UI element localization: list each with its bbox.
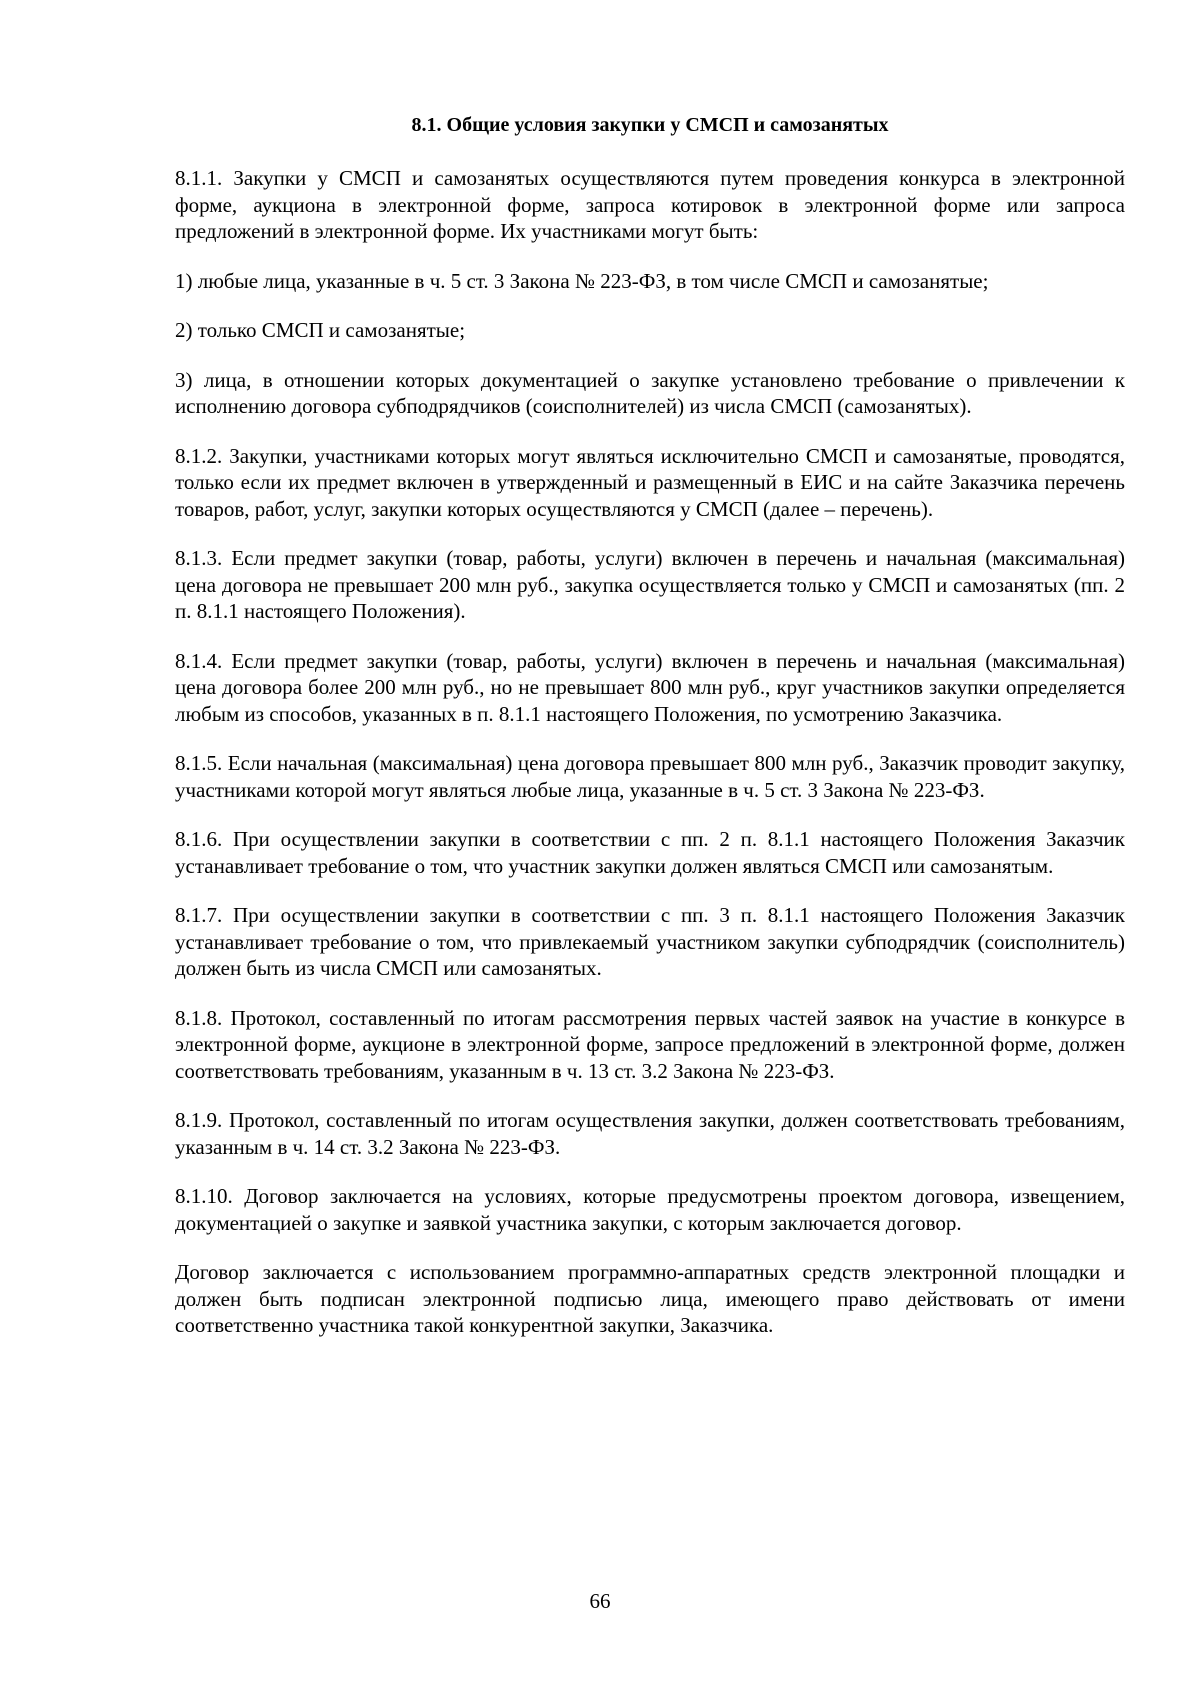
section-heading: 8.1. Общие условия закупки у СМСП и самозанятых xyxy=(411,114,889,136)
paragraph-8-1-3: 8.1.3. Если предмет закупки (товар, работы, услуги) включен в перечень и начальная (максимальная) цена договора не превышает 200 млн руб., закупка осуществляется только у СМСП и самозанятых (пп. 2 п. 8.1.1 настоящего Положения). xyxy=(175,546,1125,623)
paragraph-8-1-4: 8.1.4. Если предмет закупки (товар, работы, услуги) включен в перечень и начальная (максимальная) цена договора более 200 млн руб., но не превышает 800 млн руб., круг участников закупки определяется любым из способов, указанных в п. 8.1.1 настоящего Положения, по усмотрению Заказчика. xyxy=(175,648,1125,726)
paragraph-8-1-1: 8.1.1. Закупки у СМСП и самозанятых осуществляются путем проведения конкурса в электронной форме, аукциона в электронной форме, запроса котировок в электронной форме или запроса предложений в электронной форме. Их участниками могут быть: xyxy=(175,166,1125,243)
paragraph-8-1-7: 8.1.7. При осуществлении закупки в соответствии с пп. 3 п. 8.1.1 настоящего Положения Заказчик устанавливает требование о том, что привлекаемый участником закупки субподрядчик (соисполнитель) должен быть из числа СМСП или самозанятых. xyxy=(175,903,1125,980)
paragraph-8-1-5: 8.1.5. Если начальная (максимальная) цена договора превышает 800 млн руб., Заказчик проводит закупку, участниками которой могут являться любые лица, указанные в ч. 5 ст. 3 Закона № 223-ФЗ. xyxy=(175,751,1125,802)
paragraph-8-1-6: 8.1.6. При осуществлении закупки в соответствии с пп. 2 п. 8.1.1 настоящего Положения Заказчик устанавливает требование о том, что участник закупки должен являться СМСП или самозанятым. xyxy=(175,827,1125,878)
page-number: 66 xyxy=(589,1589,611,1613)
page-content xyxy=(175,112,1125,1362)
paragraph-8-1-10: 8.1.10. Договор заключается на условиях, которые предусмотрены проектом договора, извещением, документацией о закупке и заявкой участника закупки, с которым заключается договор. xyxy=(175,1184,1125,1235)
paragraph-8-1-9: 8.1.9. Протокол, составленный по итогам осуществления закупки, должен соответствовать требованиям, указанным в ч. 14 ст. 3.2 Закона № 223-ФЗ. xyxy=(175,1108,1125,1159)
paragraph-8-1-2: 8.1.2. Закупки, участниками которых могут являться исключительно СМСП и самозанятые, проводятся, только если их предмет включен в утвержденный и размещенный в ЕИС и на сайте Заказчика перечень товаров, работ, услуг, закупки которых осуществляются у СМСП (далее – перечень). xyxy=(175,443,1125,521)
list-item-1: 1) любые лица, указанные в ч. 5 ст. 3 Закона № 223-ФЗ, в том числе СМСП и самозанятые; xyxy=(175,268,989,293)
paragraph-8-1-8: 8.1.8. Протокол, составленный по итогам рассмотрения первых частей заявок на участие в конкурсе в электронной форме, аукционе в электронной форме, запросе предложений в электронной форме, должен соответствовать требованиям, указанным в ч. 13 ст. 3.2 Закона № 223-ФЗ. xyxy=(175,1005,1125,1083)
list-item-3: 3) лица, в отношении которых документацией о закупке установлено требование о привлечении к исполнению договора субподрядчиков (соисполнителей) из числа СМСП (самозанятых). xyxy=(175,367,1125,418)
paragraph-contract-signing: Договор заключается с использованием программно-аппаратных средств электронной площадки и должен быть подписан электронной подписью лица, имеющего право действовать от имени соответственно участника такой конкурентной закупки, Заказчика. xyxy=(175,1260,1125,1337)
list-item-2: 2) только СМСП и самозанятые; xyxy=(175,318,466,342)
